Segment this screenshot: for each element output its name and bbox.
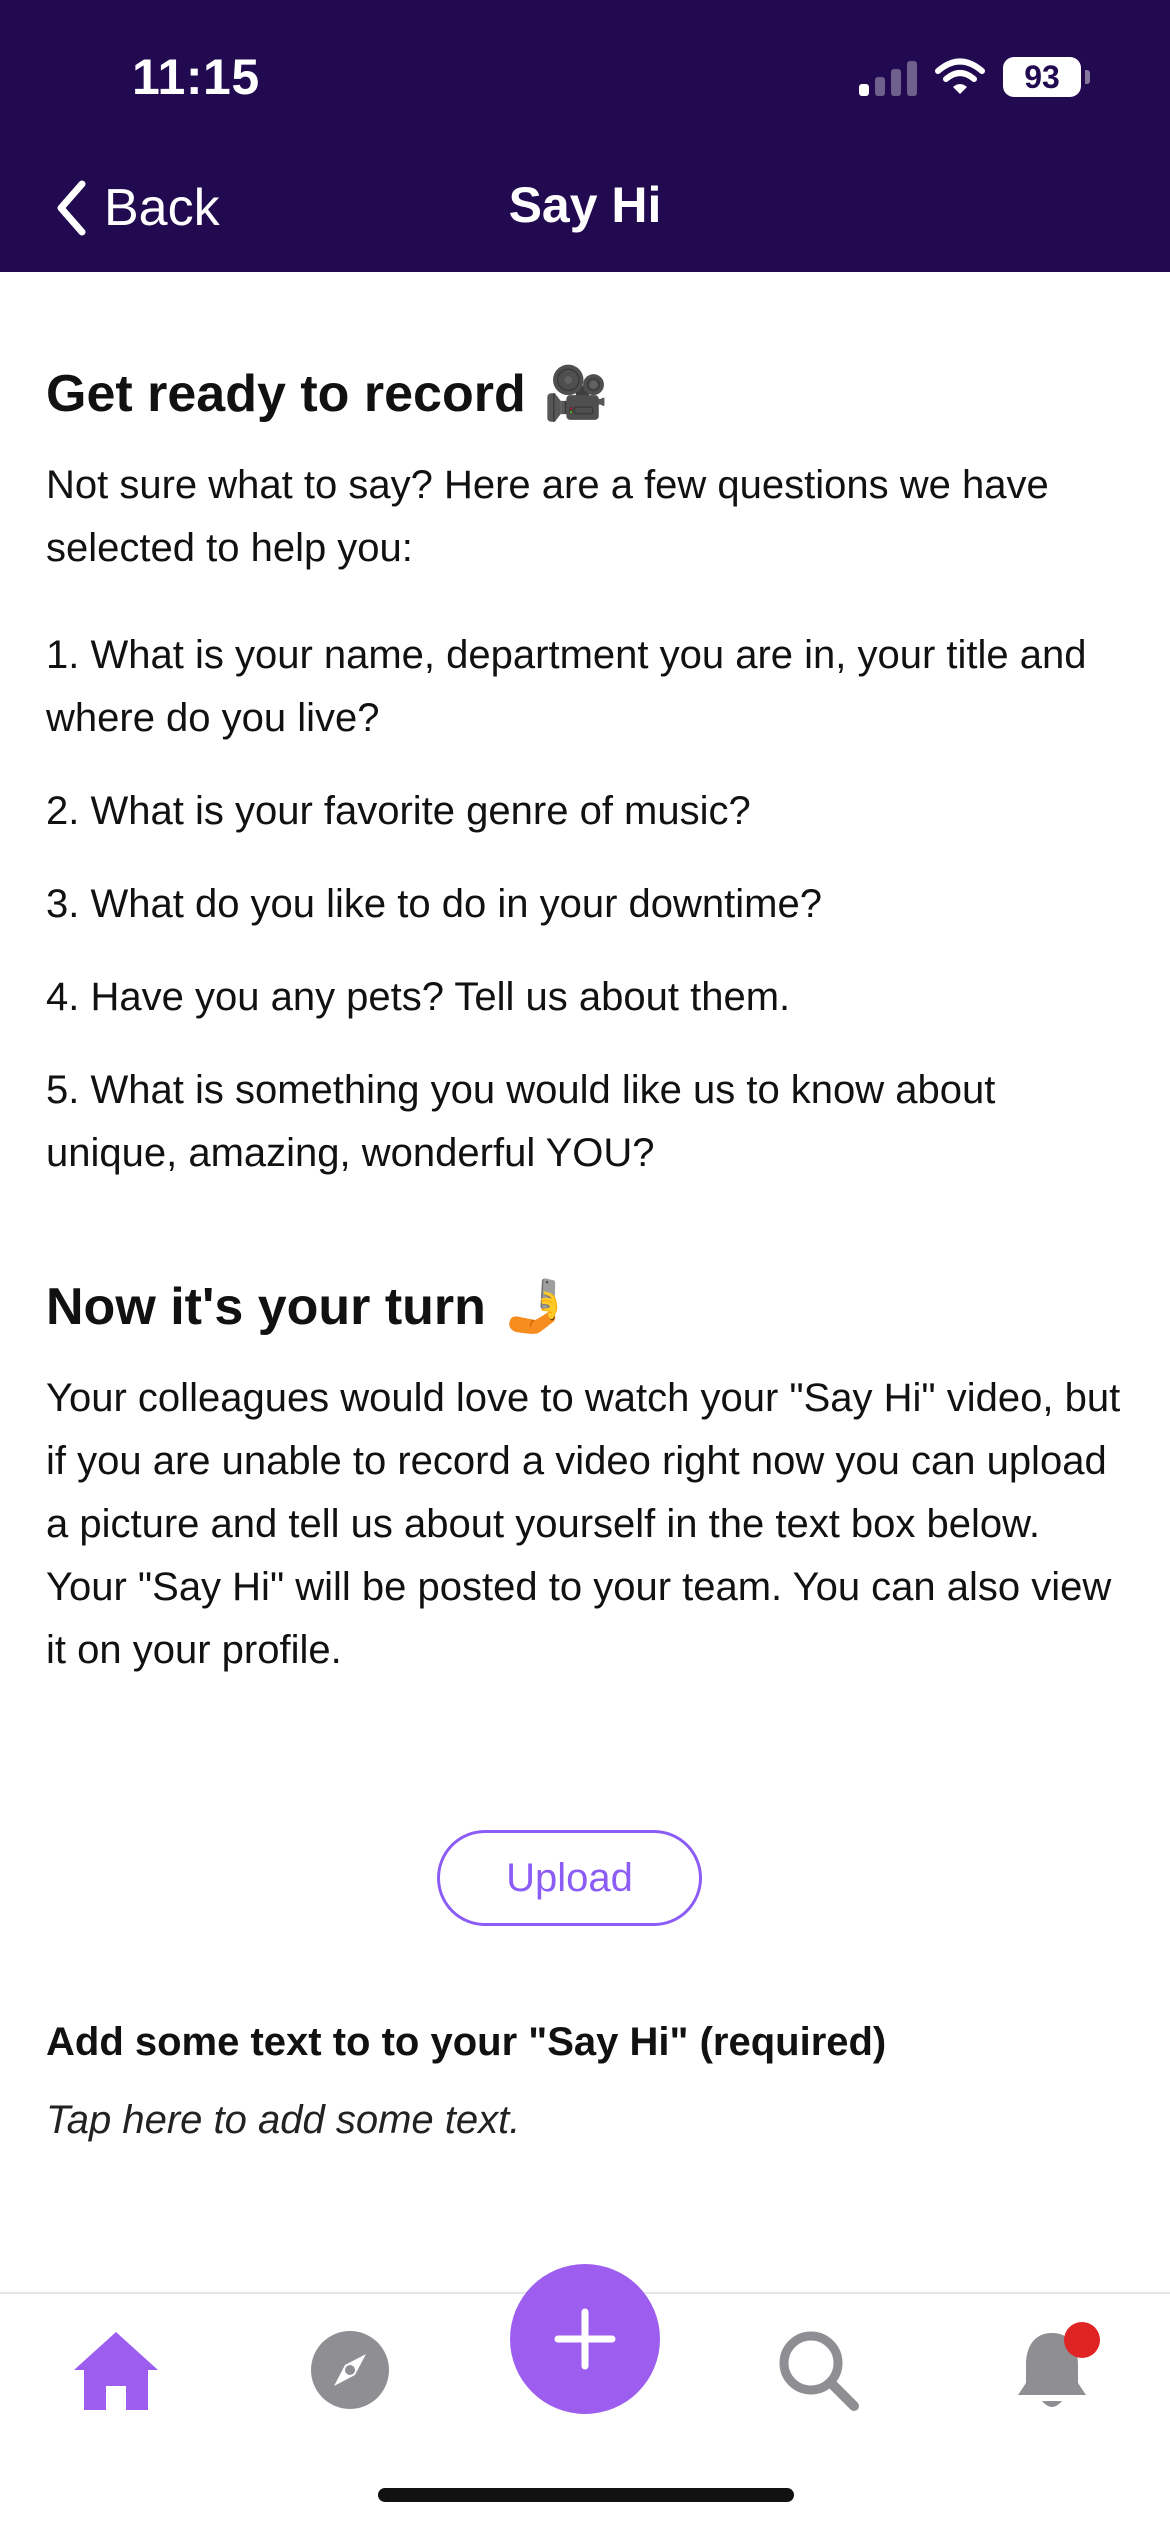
back-label: Back (104, 179, 220, 237)
question-item: 1. What is your name, department you are in, your title and where do you live? (46, 633, 1087, 740)
home-indicator (378, 2488, 794, 2502)
wifi-icon (935, 58, 985, 96)
status-icons (859, 52, 1090, 102)
movie-camera-icon: 🎥 (543, 365, 609, 423)
cellular-signal-icon (859, 58, 917, 96)
app-header (0, 0, 1170, 272)
notification-badge (1064, 2322, 1100, 2358)
home-icon (70, 2328, 162, 2412)
say-hi-text-input[interactable]: Tap here to add some text. (46, 2098, 521, 2142)
battery-level: 93 (1024, 58, 1060, 95)
main-content (46, 360, 1126, 1682)
intro-text: Not sure what to say? Here are a few questions we have selected to help you: (46, 463, 1049, 570)
status-time: 11:15 (132, 49, 260, 105)
tab-home[interactable] (66, 2320, 166, 2420)
heading-text: Now it's your turn (46, 1278, 486, 1336)
plus-icon (554, 2308, 616, 2370)
question-item: 2. What is your favorite genre of music? (46, 789, 751, 833)
tab-search[interactable] (768, 2320, 868, 2420)
question-item: 4. Have you any pets? Tell us about them. (46, 975, 791, 1019)
battery-tip (1085, 70, 1090, 84)
question-item: 3. What do you like to do in your downtime? (46, 882, 822, 926)
selfie-icon: 🤳 (503, 1278, 569, 1336)
section-heading-record (46, 360, 1126, 428)
tab-explore[interactable] (300, 2320, 400, 2420)
heading-text: Get ready to record (46, 365, 526, 423)
section-heading-your-turn (46, 1273, 1126, 1341)
text-field-label: Add some text to to your "Say Hi" (required) (46, 2020, 887, 2064)
tab-notifications[interactable] (1002, 2320, 1102, 2420)
create-button[interactable] (510, 2264, 660, 2414)
search-icon (776, 2328, 860, 2412)
page-title: Say Hi (508, 177, 662, 233)
battery-icon (1003, 57, 1081, 97)
compass-icon (310, 2330, 390, 2410)
upload-button[interactable]: Upload (437, 1830, 702, 1926)
your-turn-section (46, 1273, 1126, 1682)
question-list (46, 624, 1126, 1185)
your-turn-text: Your colleagues would love to watch your "Say Hi" video, but if you are unable to record a video right now you can upload a picture and tell us about yourself in the text box below. Your "Say Hi" will be posted to your team. You can also view it on your profile. (46, 1376, 1121, 1672)
question-item: 5. What is something you would like us to know about unique, amazing, wonderful YOU? (46, 1068, 996, 1175)
